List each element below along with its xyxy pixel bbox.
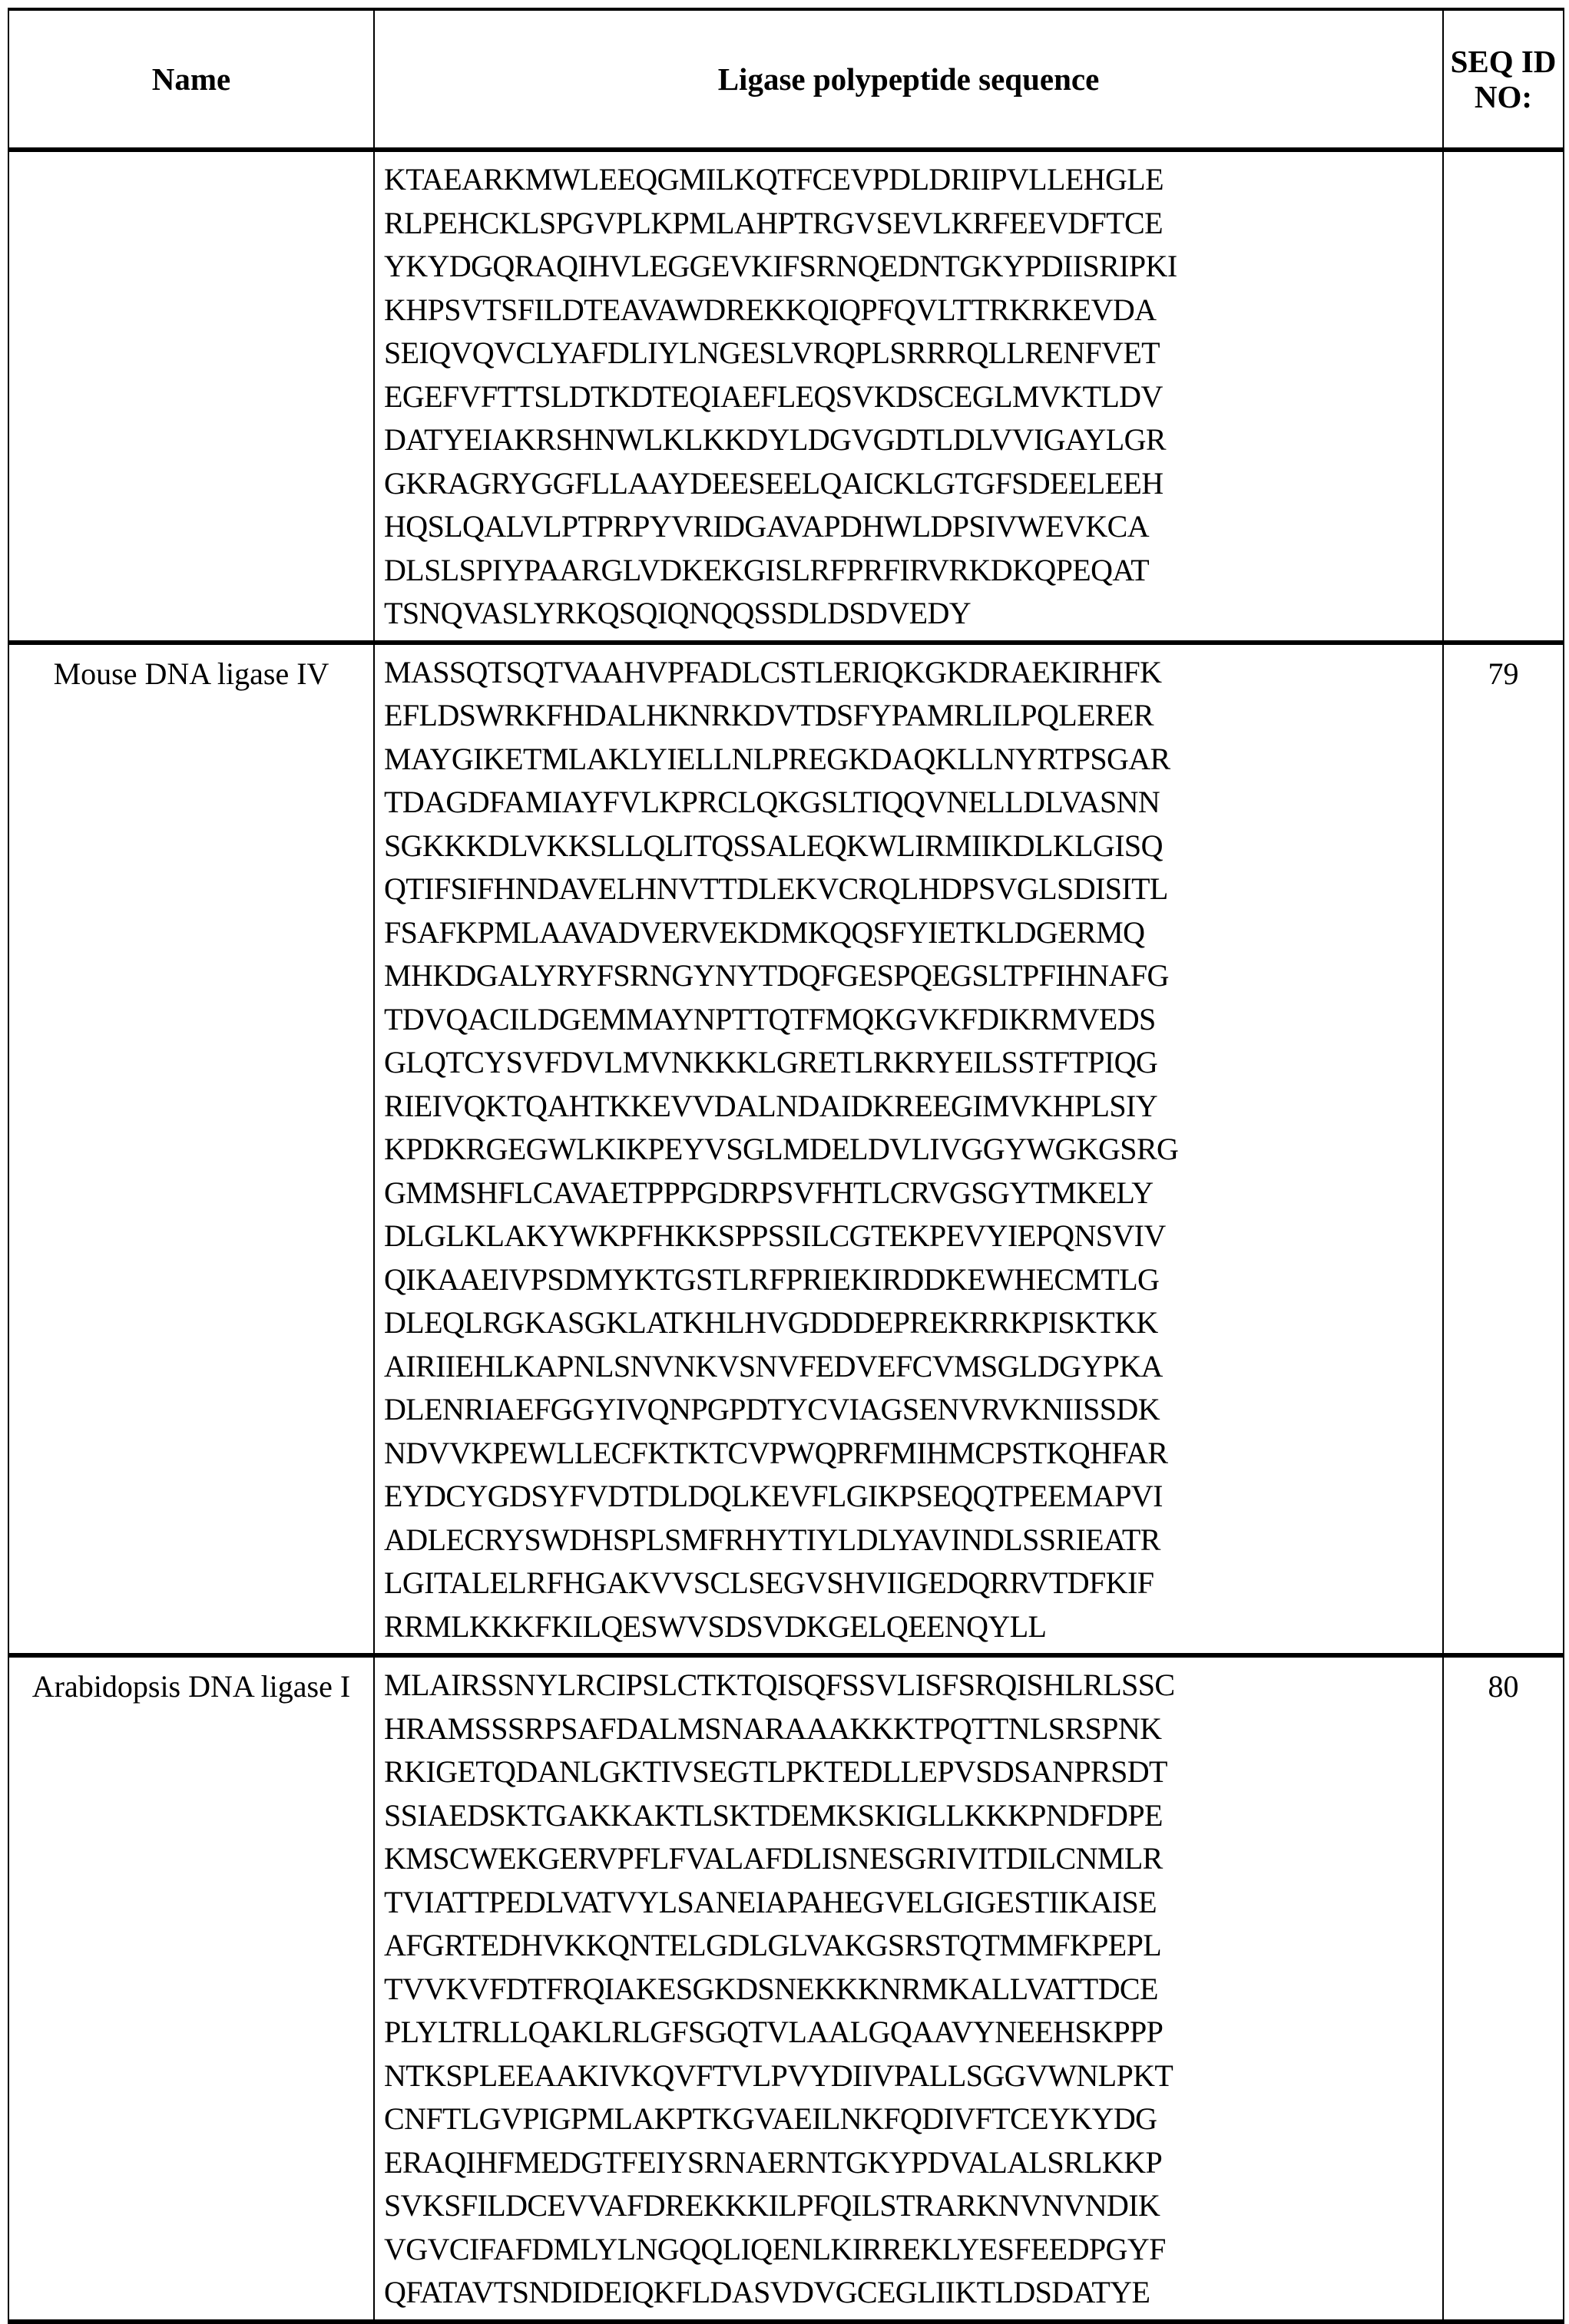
sequence-line: TVVKVFDTFRQIAKESGKDSNEKKKNRMKALLVATTDCE xyxy=(384,1971,1158,2006)
sequence-line: MHKDGALYRYFSRNGYNYTDQFGESPQEGSLTPFIHNAFG xyxy=(384,958,1169,993)
table-row xyxy=(8,150,1564,643)
sequence-line: TVIATTPEDLVATVYLSANEIAPAHEGVELGIGESTIIKAISE xyxy=(384,1884,1157,1919)
ligase-name-cell: Arabidopsis DNA ligase I xyxy=(8,1655,374,2322)
ligase-name-cell xyxy=(8,150,374,643)
sequence-line: KMSCWEKGERVPFLFVALAFDLISNESGRIVITDILCNMLR xyxy=(384,1841,1163,1876)
sequence-line: RRMLKKKFKILQESWVSDSVDKGELQEENQYLL xyxy=(384,1608,1047,1644)
table-row xyxy=(8,643,1564,1656)
sequence-line: RKIGETQDANLGKTIVSEGTLPKTEDLLEPVSDSANPRSDT xyxy=(384,1754,1167,1789)
sequence-line: FSAFKPMLAAVADVERVEKDMKQQSFYIETKLDGERMQ xyxy=(384,914,1145,950)
table-header-row xyxy=(8,9,1564,150)
sequence-line: MLAIRSSNYLRCIPSLCTKTQISQFSSVLISFSRQISHLRLSSC xyxy=(384,1668,1175,1702)
sequence-line: TDVQACILDGEMMAYNPTTQTFMQKGVKFDIKRMVEDS xyxy=(384,1001,1156,1036)
sequence-line: SVKSFILDCEVVAFDREKKKILPFQILSTRARKNVNVNDIK xyxy=(384,2188,1160,2223)
sequence-line: RLPEHCKLSPGVPLKPMLAHPTRGVSEVLKRFEEVDFTCE xyxy=(384,205,1163,240)
sequence-line: QFATAVTSNDIDEIQKFLDASVDVGCEGLIIKTLDSDATYE xyxy=(384,2275,1150,2309)
sequence-cell xyxy=(374,643,1443,1656)
sequence-line: TSNQVASLYRKQSQIQNQQSSDLDSDVEDY xyxy=(384,596,972,630)
seq-id-cell: 79 xyxy=(1443,643,1564,1656)
sequence-line: GKRAGRYGGFLLAAYDEESEELQAICKLGTGFSDEELEEH xyxy=(384,465,1164,501)
ligase-sequence-table xyxy=(8,8,1564,2324)
sequence-line: SEIQVQVCLYAFDLIYLNGESLVRQPLSRRRQLLRENFVET xyxy=(384,336,1160,370)
sequence-line: KTAEARKMWLEEQGMILKQTFCEVPDLDRIIPVLLEHGLE xyxy=(384,162,1164,197)
sequence-line: DLGLKLAKYWKPFHKKSPPSSILCGTEKPEVYIEPQNSVIV xyxy=(384,1218,1166,1253)
header-sequence: Ligase polypeptide sequence xyxy=(374,9,1443,150)
sequence-line: NDVVKPEWLLECFKTKTCVPWQPRFMIHMCPSTKQHFAR xyxy=(384,1435,1168,1470)
seq-id-cell xyxy=(1443,150,1564,643)
sequence-line: YKYDGQRAQIHVLEGGEVKIFSRNQEDNTGKYPDIISRIPKI xyxy=(384,249,1177,283)
header-name: Name xyxy=(8,9,374,150)
sequence-line: EGEFVFTTSLDTKDTEQIAEFLEQSVKDSCEGLMVKTLDV xyxy=(384,379,1163,414)
sequence-line: DLEQLRGKASGKLATKHLHVGDDDEPREKRRKPISKTKK xyxy=(384,1305,1158,1340)
table-row xyxy=(8,1655,1564,2322)
sequence-line: RIEIVQKTQAHTKKEVVDALNDAIDKREEGIMVKHPLSIY xyxy=(384,1088,1157,1123)
sequence-line: LGITALELRFHGAKVVSCLSEGVSHVIIGEDQRRVTDFKIF xyxy=(384,1565,1154,1600)
sequence-line: EYDCYGDSYFVDTDLDQLKEVFLGIKPSEQQTPEEMAPVI xyxy=(384,1479,1163,1513)
sequence-line: EFLDSWRKFHDALHKNRKDVTDSFYPAMRLILPQLERER xyxy=(384,698,1154,732)
sequence-line: ADLECRYSWDHSPLSMFRHYTIYLDLYAVINDLSSRIEATR xyxy=(384,1522,1160,1557)
sequence-line: NTKSPLEEAAKIVKQVFTVLPVYDIIVPALLSGGVWNLPKT xyxy=(384,2058,1173,2093)
sequence-line: CNFTLGVPIGPMLAKPTKGVAEILNKFQDIVFTCEYKYDG xyxy=(384,2101,1157,2136)
sequence-line: AIRIIEHLKAPNLSNVNKVSNVFEDVEFCVMSGLDGYPKA xyxy=(384,1348,1163,1383)
sequence-line: PLYLTRLLQAKLRLGFSGQTVLAALGQAAVYNEEHSKPPP xyxy=(384,2015,1164,2049)
sequence-line: KHPSVTSFILDTEAVAWDREKKQIQPFQVLTTRKRKEVDA xyxy=(384,292,1157,327)
sequence-line: SSIAEDSKTGAKKAKTLSKTDEMKSKIGLLKKKPNDFDPE xyxy=(384,1797,1163,1833)
sequence-line: KPDKRGEGWLKIKPEYVSGLMDELDVLIVGGYWGKGSRG xyxy=(384,1132,1179,1166)
sequence-line: ERAQIHFMEDGTFEIYSRNAERNTGKYPDVALALSRLKKP xyxy=(384,2144,1163,2180)
sequence-cell xyxy=(374,150,1443,643)
sequence-line: HQSLQALVLPTPRPYVRIDGAVAPDHWLDPSIVWEVKCA xyxy=(384,509,1149,544)
sequence-line: TDAGDFAMIAYFVLKPRCLQKGSLTIQQVNELLDLVASNN xyxy=(384,785,1160,819)
sequence-line: GLQTCYSVFDVLMVNKKKLGRETLRKRYEILSSTFTPIQG xyxy=(384,1045,1158,1079)
sequence-line: AFGRTEDHVKKQNTELGDLGLVAKGSRSTQTMMFKPEPL xyxy=(384,1928,1162,1962)
sequence-line: VGVCIFAFDMLYLNGQQLIQENLKIRREKLYESFEEDPGYF xyxy=(384,2231,1166,2266)
sequence-cell xyxy=(374,1655,1443,2322)
sequence-line: HRAMSSSRPSAFDALMSNARAAAKKKTPQTTNLSRSPNK xyxy=(384,1711,1162,1746)
sequence-line: DLSLSPIYPAARGLVDKEKGISLRFPRFIRVRKDKQPEQAT xyxy=(384,552,1150,587)
header-seq-id: SEQ ID NO: xyxy=(1443,9,1564,150)
sequence-line: QIKAAEIVPSDMYKTGSTLRFPRIEKIRDDKEWHECMTLG xyxy=(384,1261,1160,1297)
sequence-line: MAYGIKETMLAKLYIELLNLPREGKDAQKLLNYRTPSGAR xyxy=(384,741,1170,776)
ligase-name-cell: Mouse DNA ligase IV xyxy=(8,643,374,1656)
sequence-line: MASSQTSQTVAAHVPFADLCSTLERIQKGKDRAEKIRHFK xyxy=(384,654,1162,689)
sequence-line: QTIFSIFHNDAVELHNVTTDLEKVCRQLHDPSVGLSDISITL xyxy=(384,871,1168,906)
sequence-line: SGKKKDLVKKSLLQLITQSSALEQKWLIRMIIKDLKLGISQ xyxy=(384,828,1163,863)
sequence-line: DATYEIAKRSHNWLKLKKDYLDGVGDTLDLVVIGAYLGR xyxy=(384,422,1167,457)
sequence-line: GMMSHFLCAVAETPPPGDRPSVFHTLCRVGSGYTMKELY xyxy=(384,1175,1154,1210)
table-body xyxy=(8,150,1564,2322)
sequence-line: DLENRIAEFGGYIVQNPGPDTYCVIAGSENVRVKNIISSDK xyxy=(384,1392,1160,1426)
seq-id-cell: 80 xyxy=(1443,1655,1564,2322)
